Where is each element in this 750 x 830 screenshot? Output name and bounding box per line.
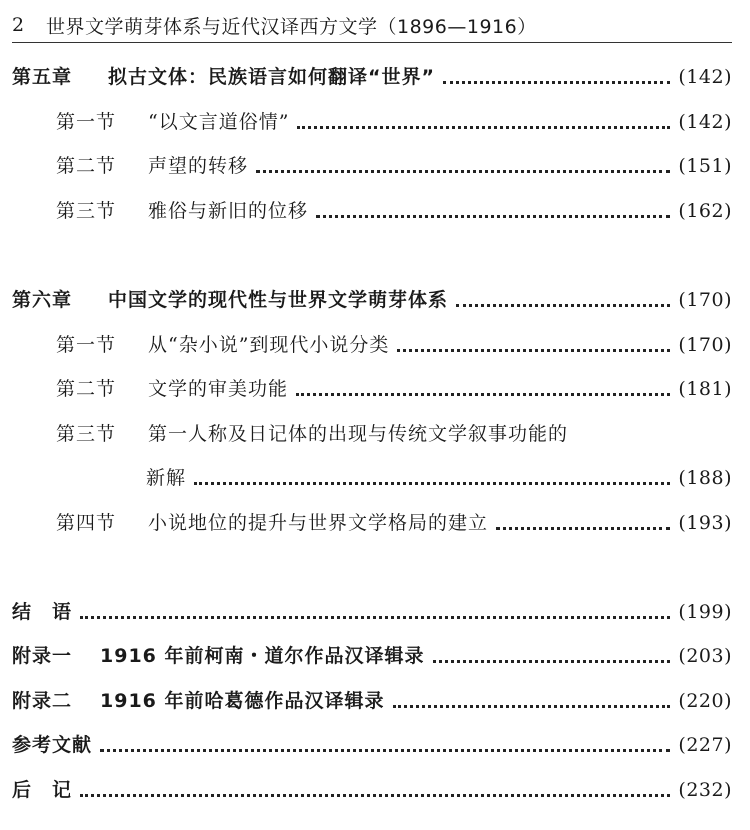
toc-section[interactable] bbox=[56, 196, 732, 226]
page-ref: (170) bbox=[678, 334, 732, 356]
section-title: 第一人称及日记体的出现与传统文学叙事功能的 bbox=[148, 423, 569, 445]
chapter-number: 第五章 bbox=[12, 66, 73, 88]
dot-leader bbox=[80, 616, 670, 619]
toc-appendix-1[interactable] bbox=[12, 641, 732, 671]
appendix-title: 1916 年前哈葛德作品汉译辑录 bbox=[100, 690, 385, 712]
chapter-title: 拟古文体：民族语言如何翻译“世界” bbox=[108, 66, 435, 88]
chapter-title: 中国文学的现代性与世界文学萌芽体系 bbox=[108, 289, 449, 311]
dot-leader bbox=[316, 215, 670, 218]
dot-leader bbox=[80, 794, 670, 797]
section-number: 第一节 bbox=[56, 111, 117, 133]
toc-section[interactable] bbox=[56, 107, 732, 137]
toc-afterword[interactable] bbox=[12, 775, 732, 805]
section-title: 从“杂小说”到现代小说分类 bbox=[148, 334, 390, 356]
chapter-number: 第六章 bbox=[12, 289, 73, 311]
section-title: 文学的审美功能 bbox=[148, 378, 289, 400]
dot-leader bbox=[297, 126, 670, 129]
page-ref: (170) bbox=[678, 289, 732, 311]
section-title: 小说地位的提升与世界文学格局的建立 bbox=[148, 512, 489, 534]
page-ref: (142) bbox=[678, 111, 732, 133]
dot-leader bbox=[296, 393, 670, 396]
page-ref: (227) bbox=[678, 734, 732, 756]
toc-chapter-6[interactable] bbox=[12, 285, 732, 315]
section-number: 第二节 bbox=[56, 155, 117, 177]
toc-section-multiline[interactable] bbox=[56, 419, 568, 449]
toc-section[interactable] bbox=[56, 374, 732, 404]
dot-leader bbox=[496, 527, 670, 530]
section-title: 声望的转移 bbox=[148, 155, 249, 177]
toc-references[interactable] bbox=[12, 730, 732, 760]
toc-section[interactable] bbox=[56, 151, 732, 181]
entry-title: 结 语 bbox=[12, 601, 73, 623]
page-ref: (188) bbox=[678, 467, 732, 489]
section-number: 第一节 bbox=[56, 334, 117, 356]
section-title: 雅俗与新旧的位移 bbox=[148, 200, 309, 222]
toc-appendix-2[interactable] bbox=[12, 686, 732, 716]
page-ref: (142) bbox=[678, 66, 732, 88]
toc-section[interactable] bbox=[56, 330, 732, 360]
dot-leader bbox=[433, 660, 671, 663]
dot-leader bbox=[393, 705, 671, 708]
dot-leader bbox=[397, 349, 670, 352]
toc-conclusion[interactable] bbox=[12, 597, 732, 627]
toc-section-continuation[interactable] bbox=[146, 463, 732, 493]
page-ref: (232) bbox=[678, 779, 732, 801]
page-ref: (203) bbox=[678, 645, 732, 667]
appendix-title: 1916 年前柯南・道尔作品汉译辑录 bbox=[100, 645, 425, 667]
section-number: 第四节 bbox=[56, 512, 117, 534]
page-ref: (193) bbox=[678, 512, 732, 534]
book-title: 世界文学萌芽体系与近代汉译西方文学（1896—1916） bbox=[46, 15, 537, 38]
section-title: “以文言道俗情” bbox=[148, 111, 290, 133]
entry-title: 后 记 bbox=[12, 779, 73, 801]
entry-title: 参考文献 bbox=[12, 734, 93, 756]
dot-leader bbox=[443, 81, 670, 84]
dot-leader bbox=[456, 304, 670, 307]
dot-leader bbox=[194, 482, 670, 485]
page-number: 2 bbox=[12, 14, 25, 36]
page-ref: (199) bbox=[678, 601, 732, 623]
section-number: 第三节 bbox=[56, 200, 117, 222]
page-ref: (151) bbox=[678, 155, 732, 177]
page-ref: (220) bbox=[678, 690, 732, 712]
appendix-number: 附录二 bbox=[12, 690, 73, 712]
dot-leader bbox=[256, 170, 670, 173]
toc-chapter-5[interactable] bbox=[12, 62, 732, 92]
section-number: 第三节 bbox=[56, 423, 117, 445]
page-ref: (162) bbox=[678, 200, 732, 222]
page-ref: (181) bbox=[678, 378, 732, 400]
dot-leader bbox=[100, 749, 670, 752]
section-number: 第二节 bbox=[56, 378, 117, 400]
section-title-continued: 新解 bbox=[146, 467, 187, 489]
appendix-number: 附录一 bbox=[12, 645, 73, 667]
toc-section[interactable] bbox=[56, 508, 732, 538]
